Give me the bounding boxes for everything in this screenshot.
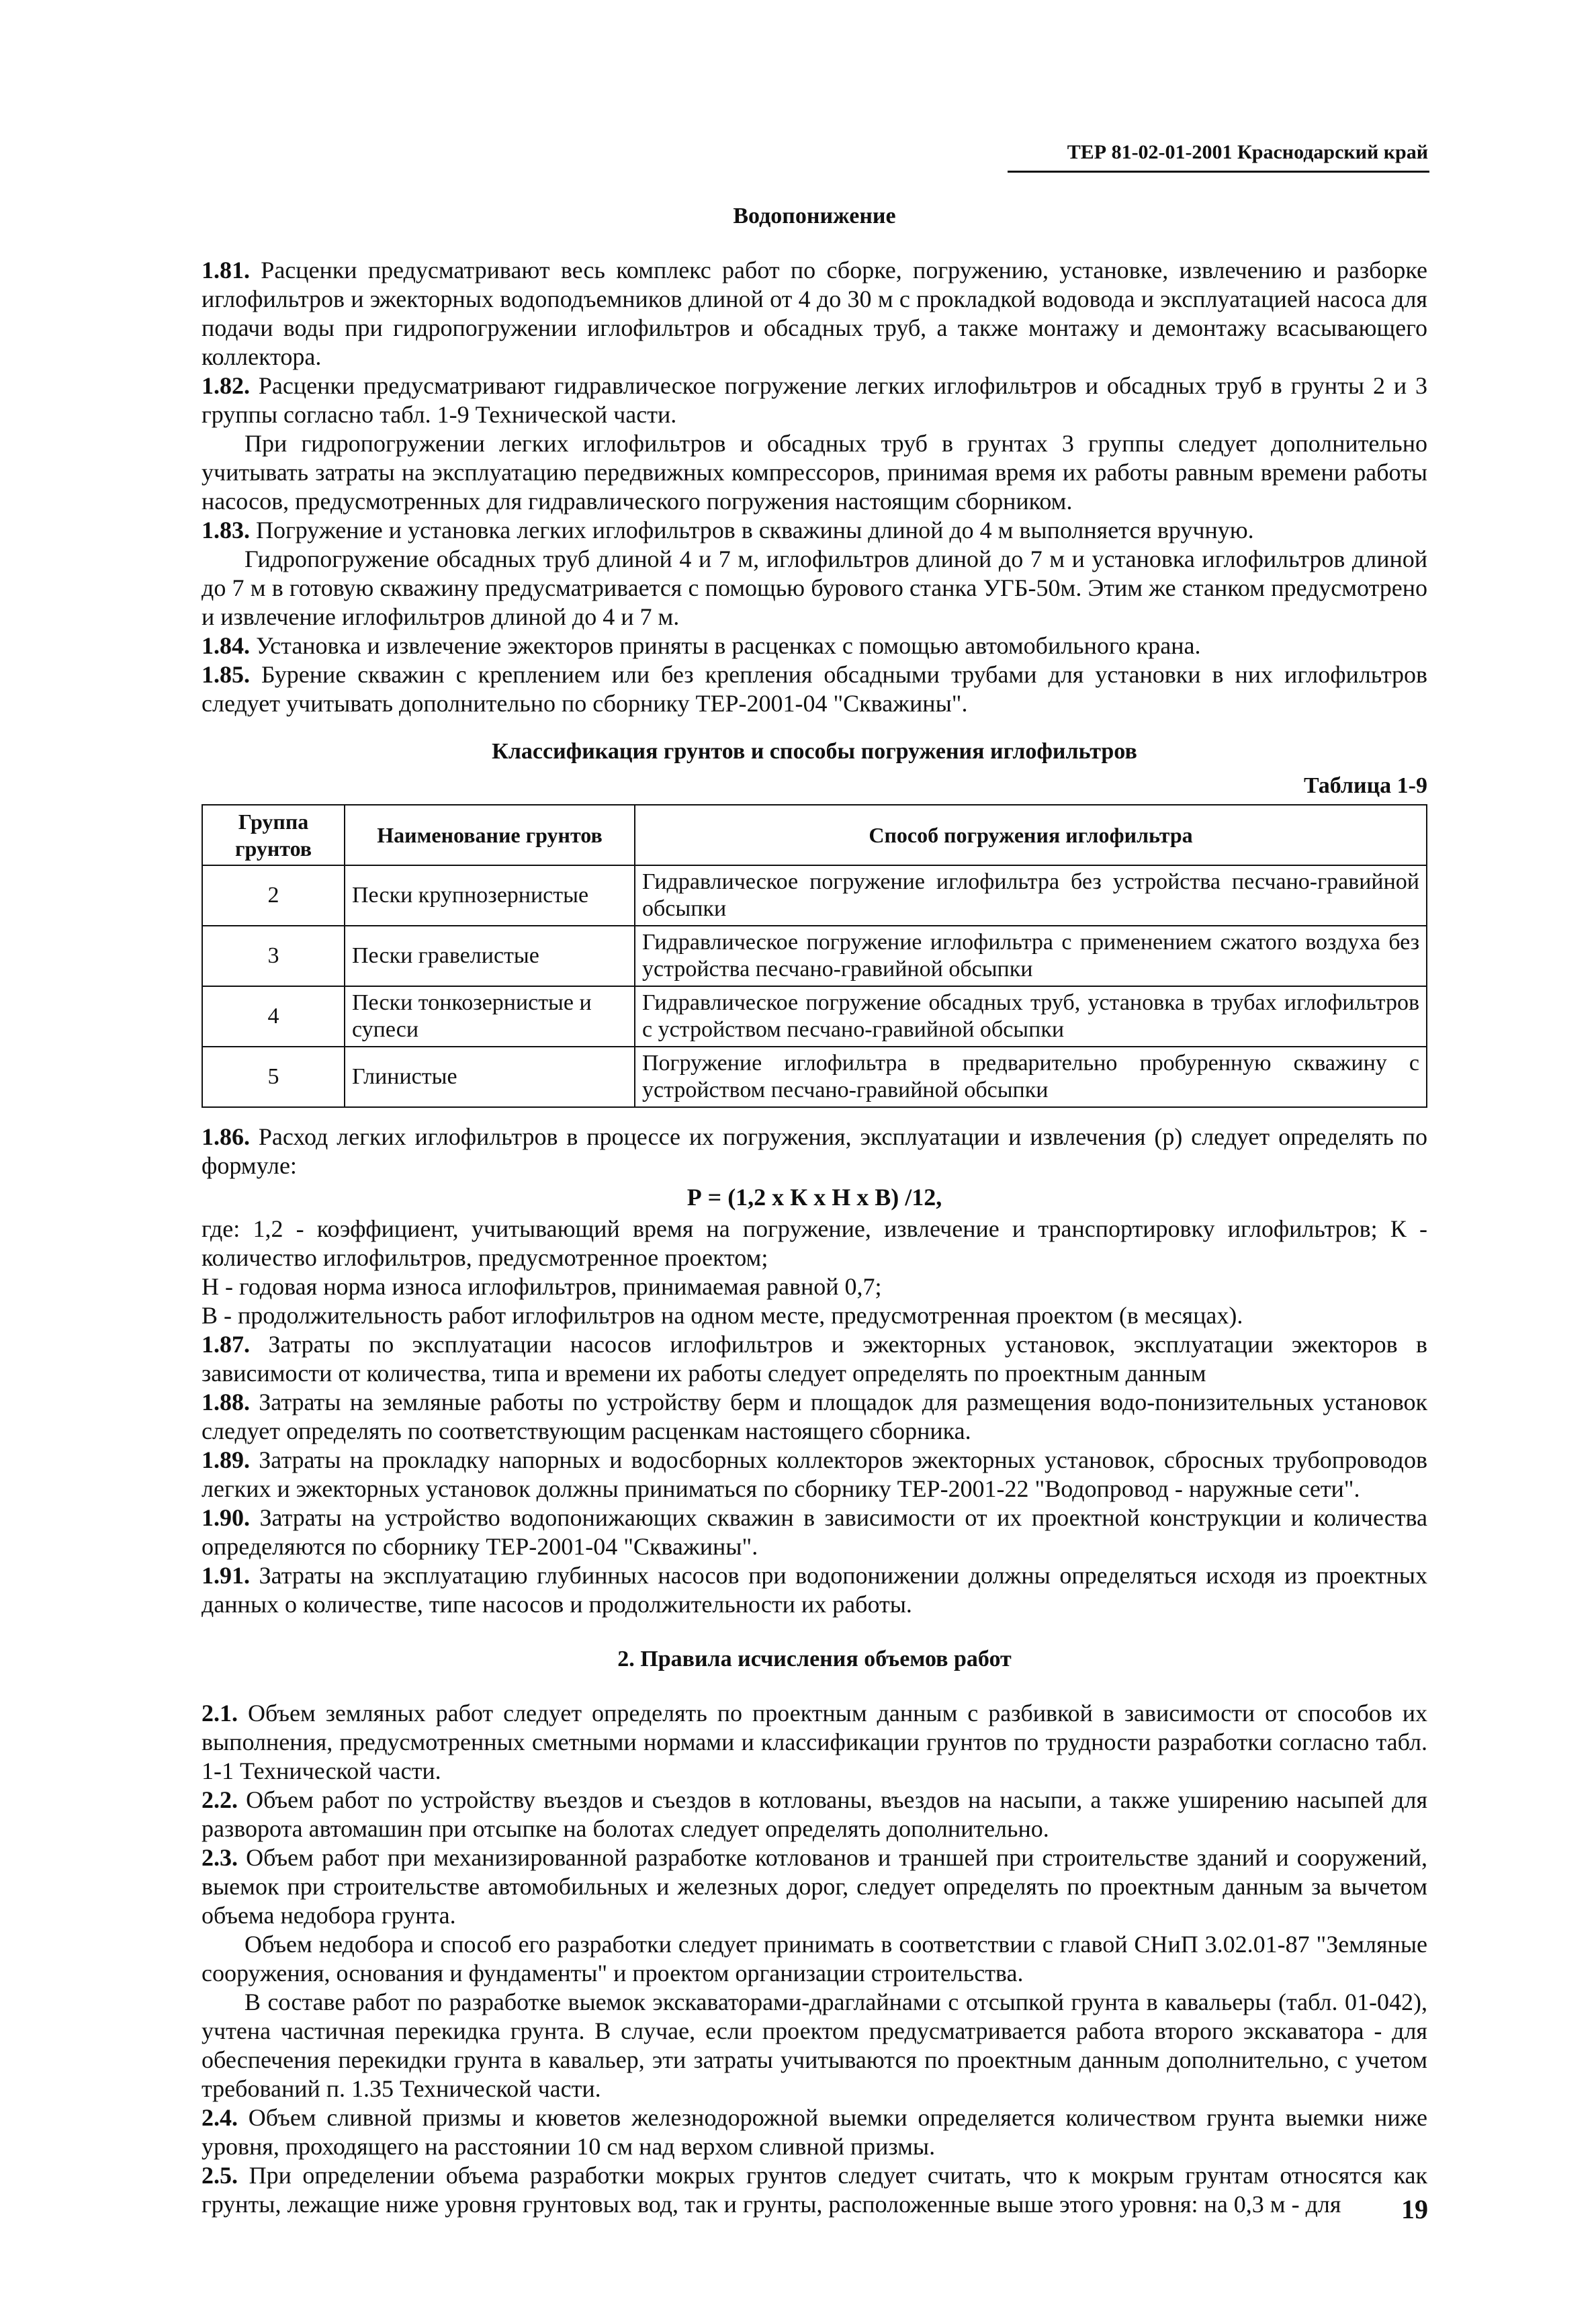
table-cell-group: 3 (202, 926, 345, 986)
paragraph-number: 1.91. (202, 1562, 250, 1589)
paragraph-number: 2.5. (202, 2162, 238, 2189)
paragraph-text: Установка и извлечение эжекторов приняты в расценках с помощью автомобильного крана. (256, 632, 1201, 659)
soil-classification-table (202, 804, 1427, 1108)
table-cell-method: Гидравлическое погружение иглофильтра с применением сжатого воздуха без устройства песчано-гравийной обсыпки (635, 926, 1427, 986)
paragraph-1-88 (202, 1388, 1427, 1446)
paragraph-2-3-cont (202, 1988, 1427, 2103)
header-cell-group: Группа грунтов (202, 805, 345, 865)
header-cell-name: Наименование грунтов (345, 805, 635, 865)
paragraph-number: 2.4. (202, 2104, 238, 2131)
paragraph-number: 2.1. (202, 1700, 238, 1727)
table-cell-name: Пески крупнозернистые (345, 865, 635, 926)
table-cell-group: 2 (202, 865, 345, 926)
paragraph-1-91 (202, 1561, 1427, 1619)
paragraph-number: 2.3. (202, 1844, 238, 1871)
paragraph-1-84 (202, 631, 1427, 660)
running-header: ТЕР 81-02-01-2001 Краснодарский край (1067, 141, 1428, 163)
paragraph-1-82 (202, 372, 1427, 429)
paragraph-2-3-cont (202, 1930, 1427, 1988)
table-cell-name: Пески тонкозернистые и супеси (345, 986, 635, 1047)
paragraph-number: 1.86. (202, 1123, 250, 1150)
paragraph-2-4 (202, 2103, 1427, 2161)
table-cell-group: 4 (202, 986, 345, 1047)
paragraph-number: 1.90. (202, 1504, 250, 1531)
paragraph-text: Затраты на устройство водопонижающих скважин в зависимости от их проектной конструкции и количества определяются по сборнику ТЕР-2001-04 "Скважины". (202, 1504, 1427, 1560)
paragraph-number: 2.2. (202, 1786, 238, 1813)
paragraph-text: Объем недобора и способ его разработки следует принимать в соответствии с главой СНиП 3.02.01-87 "Земляные сооружения, основания и фундаменты" и проектом организации строительства. (202, 1931, 1427, 1987)
paragraph-text: При гидропогружении легких иглофильтров и обсадных труб в грунтах 3 группы следует дополнительно учитывать затраты на эксплуатацию передвижных компрессоров, принимая время их работы равным времени работы насосов, предусмотренных для гидравлического погружения настоящим сборником. (202, 430, 1427, 515)
paragraph-number: 1.81. (202, 257, 250, 284)
table-row (202, 986, 1427, 1047)
paragraph-1-83-cont (202, 545, 1427, 631)
paragraph-text: Объем сливной призмы и кюветов железнодорожной выемки определяется количеством грунта выемки ниже уровня, проходящего на расстоянии 10 см над верхом сливной призмы. (202, 2104, 1428, 2160)
table-cell-name: Глинистые (345, 1047, 635, 1107)
header-cell-method: Способ погружения иглофильтра (635, 805, 1427, 865)
table-title: Классификация грунтов и способы погружения иглофильтров (492, 739, 1137, 764)
formula-where-line: Н - годовая норма износа иглофильтров, принимаемая равной 0,7; (202, 1273, 882, 1300)
table-cell-group: 5 (202, 1047, 345, 1107)
paragraph-number: 1.83. (202, 517, 250, 543)
paragraph-text: Расценки предусматривают весь комплекс работ по сборке, погружению, установке, извлечению и разборке иглофильтров и эжекторных водоподъемников длиной от 4 до 30 м с прокладкой водовода и эксплуатацией насоса для подачи воды при гидропогружении иглофильтров и обсадных труб, а также монтажу и демонтажу всасывающего коллектора. (202, 257, 1427, 370)
paragraph-number: 1.85. (202, 661, 250, 688)
table-cell-method: Гидравлическое погружение обсадных труб, установка в трубах иглофильтров с устройством песчано-гравийной обсыпки (635, 986, 1427, 1047)
paragraph-number: 1.82. (202, 372, 250, 399)
paragraph-1-82-cont (202, 429, 1427, 516)
paragraph-2-5 (202, 2161, 1427, 2219)
table-row (202, 1047, 1427, 1107)
table-cell-method: Погружение иглофильтра в предварительно пробуренную скважину с устройством песчано-гравийной обсыпки (635, 1047, 1427, 1107)
paragraph-number: 1.88. (202, 1389, 250, 1415)
paragraph-1-89 (202, 1446, 1427, 1504)
paragraph-2-3 (202, 1843, 1427, 1930)
paragraph-text: Погружение и установка легких иглофильтров в скважины длиной до 4 м выполняется вручную. (256, 517, 1254, 543)
paragraph-text: Бурение скважин с креплением или без крепления обсадными трубами для установки в них иглофильтров следует учитывать дополнительно по сборнику ТЕР-2001-04 "Скважины". (202, 661, 1427, 717)
section-title-dewatering: Водопонижение (733, 204, 896, 228)
table-label: Таблица 1-9 (1303, 773, 1427, 798)
paragraph-text: Расход легких иглофильтров в процессе их погружения, эксплуатации и извлечения (р) следует определять по формуле: (202, 1123, 1428, 1179)
table-row (202, 865, 1427, 926)
paragraph-text: Объем работ по устройству въездов и съездов в котлованы, въездов на насыпи, а также уширению насыпей для разворота автомашин при отсыпке на болотах следует определять дополнительно. (202, 1786, 1428, 1842)
paragraph-text: Объем работ при механизированной разработке котлованов и траншей при строительстве зданий и сооружений, выемок при строительстве автомобильных и железных дорог, следует определять по проектным данным за вычетом объема недобора грунта. (202, 1844, 1428, 1929)
table-cell-name: Пески гравелистые (345, 926, 635, 986)
paragraph-text: Расценки предусматривают гидравлическое погружение легких иглофильтров и обсадных труб в грунты 2 и 3 группы согласно табл. 1-9 Технической части. (202, 372, 1428, 428)
paragraph-number: 1.84. (202, 632, 250, 659)
paragraph-text: Затраты на эксплуатацию глубинных насосов при водопонижении должны определяться исходя из проектных данных о количестве, типе насосов и продолжительности их работы. (202, 1562, 1427, 1618)
paragraph-1-90 (202, 1504, 1427, 1561)
paragraph-number: 1.89. (202, 1446, 250, 1473)
page-content (202, 202, 1427, 2219)
formula: Р = (1,2 х К х Н х В) /12, (686, 1184, 942, 1211)
paragraph-text: При определении объема разработки мокрых грунтов следует считать, что к мокрым грунтам относятся как грунты, лежащие ниже уровня грунтовых вод, так и грунты, расположенные выше этого уровня: на 0,3 м - для (202, 2162, 1427, 2218)
paragraph-text: Затраты на земляные работы по устройству берм и площадок для размещения водо-понизительных установок следует определять по соответствующим расценкам настоящего сборника. (202, 1389, 1428, 1444)
paragraph-text: Объем земляных работ следует определять по проектным данным с разбивкой в зависимости от способов их выполнения, предусмотренных сметными нормами и классификации грунтов по трудности разработки согласно табл. 1-1 Технической части. (202, 1700, 1427, 1784)
paragraph-text: Затраты на прокладку напорных и водосборных коллекторов эжекторных установок, сбросных трубопроводов легких и эжекторных установок должны приниматься по сборнику ТЕР-2001-22 "Водопровод - наружные сети". (202, 1446, 1427, 1502)
section-title-volume-rules: 2. Правила исчисления объемов работ (617, 1647, 1012, 1671)
formula-where-line: где: 1,2 - коэффициент, учитывающий время на погружение, извлечение и транспортировку иглофильтров; К - количество иглофильтров, предусмотренное проектом; (202, 1215, 1427, 1271)
paragraph-number: 1.87. (202, 1331, 250, 1358)
table-cell-method: Гидравлическое погружение иглофильтра без устройства песчано-гравийной обсыпки (635, 865, 1427, 926)
paragraph-2-1 (202, 1699, 1427, 1786)
paragraph-text: Затраты по эксплуатации насосов иглофильтров и эжекторных установок, эксплуатации эжекторов в зависимости от количества, типа и времени их работы следует определять по проектным данным (202, 1331, 1428, 1387)
formula-where-line: В - продолжительность работ иглофильтров на одном месте, предусмотренная проектом (в месяцах). (202, 1302, 1243, 1329)
page-number: 19 (1401, 2194, 1428, 2224)
paragraph-1-85 (202, 660, 1427, 718)
paragraph-1-81 (202, 256, 1427, 372)
header-rule (1008, 171, 1429, 173)
table-row (202, 926, 1427, 986)
paragraph-2-2 (202, 1786, 1427, 1843)
paragraph-1-87 (202, 1330, 1427, 1388)
paragraph-1-86 (202, 1123, 1427, 1180)
paragraph-1-83 (202, 516, 1427, 545)
table-header-row (202, 805, 1427, 865)
paragraph-text: В составе работ по разработке выемок экскаваторами-драглайнами с отсыпкой грунта в кавальеры (табл. 01-042), учтена частичная перекидка грунта. В случае, если проектом предусматривается работа второго экскаватора - для обеспечения перекидки грунта в кавальер, эти затраты учитываются по проектным данным дополнительно, с учетом требований п. 1.35 Технической части. (202, 1989, 1427, 2102)
paragraph-text: Гидропогружение обсадных труб длиной 4 и 7 м, иглофильтров длиной до 7 м и установка иглофильтров длиной до 7 м в готовую скважину предусматривается с помощью бурового станка УГБ-50м. Этим же станком предусмотрено и извлечение иглофильтров длиной до 4 и 7 м. (202, 546, 1427, 630)
